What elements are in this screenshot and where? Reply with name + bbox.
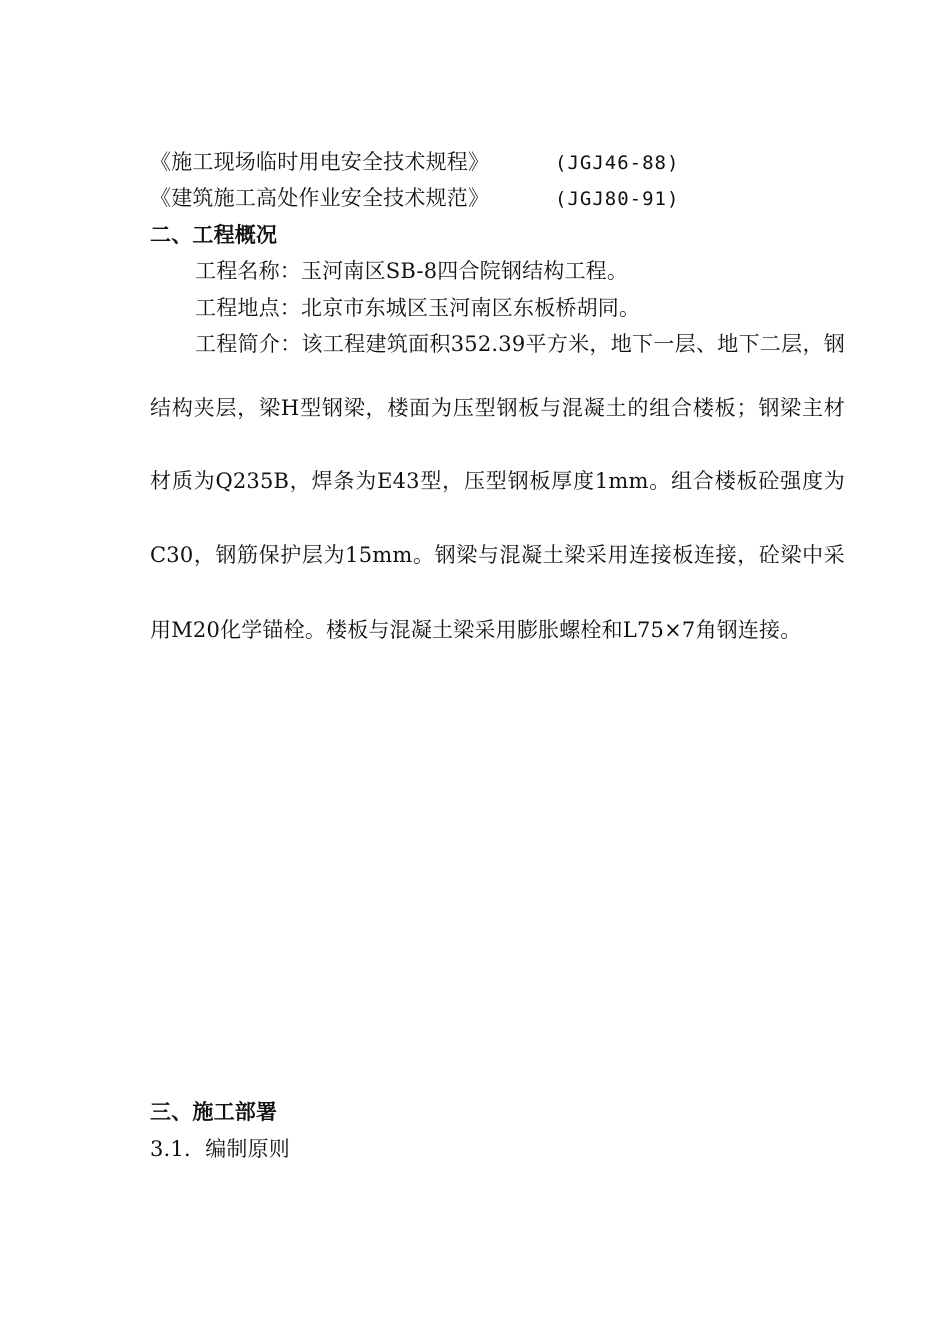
section-heading: 三、施工部署 (150, 1100, 278, 1124)
section-heading: 二、工程概况 (150, 223, 278, 247)
project-intro-line: 结构夹层，梁H型钢梁，楼面为压型钢板与混凝土的组合楼板；钢梁主材 (150, 396, 845, 420)
project-intro-line: 材质为Q235B，焊条为E43型，压型钢板厚度1mm。组合楼板砼强度为 (150, 469, 845, 493)
reference-code: (JGJ46-88) (555, 152, 680, 174)
reference-code: (JGJ80-91) (555, 188, 680, 210)
project-intro-line: 工程简介：该工程建筑面积352.39平方米，地下一层、地下二层，钢 (195, 332, 845, 356)
reference-line (150, 150, 679, 175)
project-intro-line: 用M20化学锚栓。楼板与混凝土梁采用膨胀螺栓和L75×7角钢连接。 (150, 618, 802, 642)
project-intro-line: C30，钢筋保护层为15mm。钢梁与混凝土梁采用连接板连接，砼梁中采 (150, 543, 845, 567)
project-name: 工程名称：玉河南区SB-8四合院钢结构工程。 (195, 259, 629, 283)
reference-title: 《建筑施工高处作业安全技术规范》 (150, 186, 490, 210)
section-subheading: 3.1．编制原则 (150, 1137, 290, 1161)
reference-title: 《施工现场临时用电安全技术规程》 (150, 150, 490, 174)
reference-line (150, 186, 679, 211)
project-location: 工程地点：北京市东城区玉河南区东板桥胡同。 (195, 296, 641, 320)
